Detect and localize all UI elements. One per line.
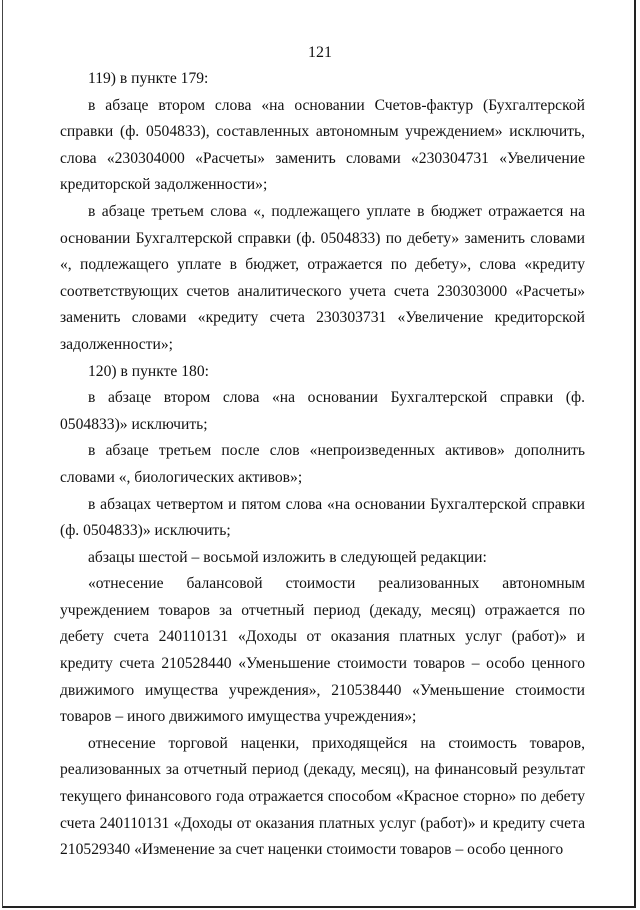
paragraph-item-120: 120) в пункте 180: (88, 362, 209, 380)
paragraph-abzac-vtoroy-180: в абзаце втором слова «на основании Бухгалтерской справки (ф. 0504833)» исключить; (60, 389, 585, 433)
paragraph-abzac-tretiy-180: в абзаце третьем после слов «непроизведенных активов» дополнить словами «, биологических активов»; (60, 442, 585, 486)
page-number: 121 (308, 44, 332, 61)
paragraph-abzacy-6-8-intro: абзацы шестой – восьмой изложить в следующей редакции: (88, 548, 487, 566)
paragraph-new-text-1: «отнесение балансовой стоимости реализованных автономным учреждением товаров за отчетный период (декаду, месяц) отражается по дебету счета 240110131 «Доходы от оказания платных услуг (работ)» и кредиту счета 210528440 «Уменьшение стоимости товаров – особо ценного движимого имущества учреждения», 210538440 «Уменьшение стоимости товаров – иного движимого имущества учреждения»; (60, 575, 585, 726)
paragraph-abzacy-4-5-180: в абзацах четвертом и пятом слова «на основании Бухгалтерской справки (ф. 0504833)» исключить; (60, 495, 585, 540)
document-body (60, 66, 585, 864)
paragraph-item-119: 119) в пункте 179: (88, 70, 209, 87)
paragraph-abzac-vtoroy-179: в абзаце втором слова «на основании Счетов-фактур (Бухгалтерской справки (ф. 0504833), составленных автономным учреждением» исключить, слова «230304000 «Расчеты» заменить словами «230304731 «Увеличение кредиторской задолженности»; (60, 96, 585, 194)
paragraph-new-text-2: отнесение торговой наценки, приходящейся на стоимость товаров, реализованных за отчетный период (декаду, месяц), на финансовый результат текущего финансового года отражается способом «Красное сторно» по дебету счета 240110131 «Доходы от оказания платных услуг (работ)» и кредиту счета 210529340 «Изменение за счет наценки стоимости товаров – особо ценного (60, 734, 585, 859)
paragraph-abzac-tretiy-179: в абзаце третьем слова «, подлежащего уплате в бюджет отражается на основании Бухгалтерской справки (ф. 0504833) по дебету» заменить словами «, подлежащего уплате в бюджет, отражается по дебету», слова «кредиту соответствующих счетов аналитического учета счета 230303000 «Расчеты» заменить словами «кредиту счета 230303731 «Увеличение кредиторской задолженности»; (60, 202, 585, 353)
